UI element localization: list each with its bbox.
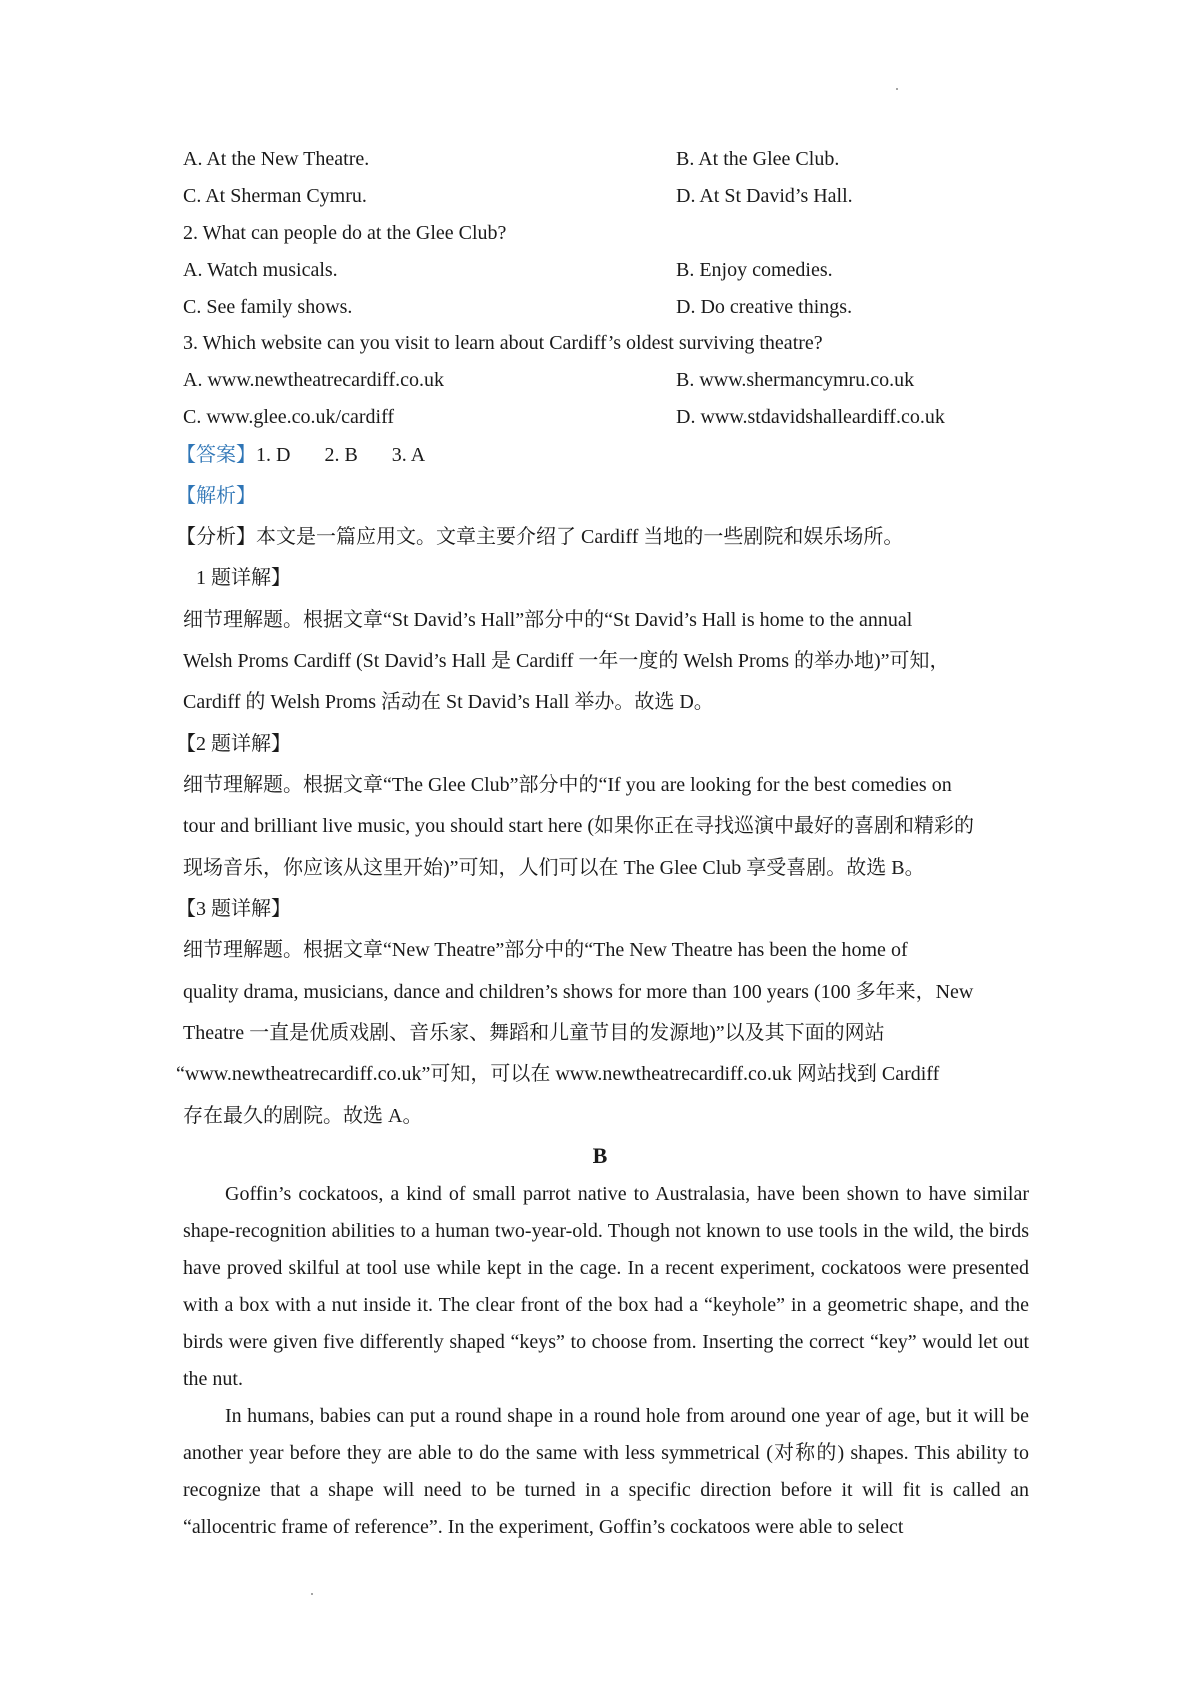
detail-3-line: quality drama, musicians, dance and children’s shows for more than 100 years (100 多年来，New bbox=[183, 981, 974, 1003]
q2-stem: 2. What can people do at the Glee Club? bbox=[183, 222, 507, 244]
detail-1-line: 细节理解题。根据文章“St David’s Hall”部分中的“St David’s Hall is home to the annual bbox=[183, 609, 913, 631]
q2-option-a: A. Watch musicals. bbox=[183, 259, 338, 281]
scan-speck bbox=[311, 1593, 313, 1595]
passage-paragraph: Goffin’s cockatoos, a kind of small parrot native to Australasia, have been shown to have similar shape-recognition abilities to a human two-year-old. Though not known to use tools in the wild, the birds have proved skilful at tool use while kept in the cage. In a recent experiment, cockatoos were presented with a box with a nut inside it. The clear front of the box had a “keyhole” in a geometric shape, and the birds were given five differently shaped “keys” to choose from. Inserting the correct “key” would let out the nut. bbox=[183, 1183, 1029, 1390]
q1-option-a: A. At the New Theatre. bbox=[183, 148, 370, 170]
passage-paragraph: In humans, babies can put a round shape in a round hole from around one year of age, but it will be another year before they are able to do the same with less symmetrical (对称的) shapes. This ability to recognize that a shape will need to be turned in a specific direction before it will fit is called an “allocentric frame of reference”. In the experiment, Goffin’s cockatoos were able to select bbox=[183, 1405, 1029, 1538]
detail-1-title: 1 题详解】 bbox=[196, 567, 291, 589]
answer-item: 2. B bbox=[324, 444, 358, 466]
q2-option-d: D. Do creative things. bbox=[676, 296, 853, 318]
q3-option-c: C. www.glee.co.uk/cardiff bbox=[183, 406, 395, 428]
scan-speck bbox=[896, 88, 898, 90]
q2-option-b: B. Enjoy comedies. bbox=[676, 259, 833, 281]
detail-3-line: Theatre 一直是优质戏剧、音乐家、舞蹈和儿童节目的发源地)”以及其下面的网站 bbox=[183, 1022, 885, 1044]
answer-label: 【答案】 bbox=[176, 444, 256, 466]
passage-heading: B bbox=[592, 1143, 608, 1168]
q2-option-c: C. See family shows. bbox=[183, 296, 353, 318]
analysis-summary: 【分析】本文是一篇应用文。文章主要介绍了 Cardiff 当地的一些剧院和娱乐场所。 bbox=[176, 526, 904, 548]
q1-option-d: D. At St David’s Hall. bbox=[676, 185, 853, 207]
detail-3-line: 存在最久的剧院。故选 A。 bbox=[183, 1105, 423, 1127]
detail-3-title: 【3 题详解】 bbox=[176, 898, 291, 920]
answer-line bbox=[176, 442, 425, 468]
q3-stem: 3. Which website can you visit to learn about Cardiff’s oldest surviving theatre? bbox=[183, 332, 823, 354]
q3-option-a: A. www.newtheatrecardiff.co.uk bbox=[183, 369, 445, 391]
analysis-label: 【解析】 bbox=[176, 485, 256, 507]
q3-option-d: D. www.stdavidshalleardiff.co.uk bbox=[676, 406, 945, 428]
answer-item: 3. A bbox=[391, 444, 426, 466]
detail-1-line: Cardiff 的 Welsh Proms 活动在 St David’s Hall 举办。故选 D。 bbox=[183, 691, 714, 713]
detail-2-title: 【2 题详解】 bbox=[176, 733, 291, 755]
detail-2-line: 细节理解题。根据文章“The Glee Club”部分中的“If you are looking for the best comedies on bbox=[183, 774, 952, 796]
detail-3-line: “www.newtheatrecardiff.co.uk”可知，可以在 www.newtheatrecardiff.co.uk 网站找到 Cardiff bbox=[176, 1063, 940, 1085]
detail-2-line: tour and brilliant live music, you should start here (如果你正在寻找巡演中最好的喜剧和精彩的 bbox=[183, 815, 975, 837]
answer-item: 1. D bbox=[256, 444, 291, 466]
q1-option-b: B. At the Glee Club. bbox=[676, 148, 840, 170]
detail-2-line: 现场音乐，你应该从这里开始)”可知，人们可以在 The Glee Club 享受喜剧。故选 B。 bbox=[183, 857, 925, 879]
q1-option-c: C. At Sherman Cymru. bbox=[183, 185, 367, 207]
detail-1-line: Welsh Proms Cardiff (St David’s Hall 是 Cardiff 一年一度的 Welsh Proms 的举办地)”可知， bbox=[183, 650, 950, 672]
q3-option-b: B. www.shermancymru.co.uk bbox=[676, 369, 915, 391]
detail-3-line: 细节理解题。根据文章“New Theatre”部分中的“The New Theatre has been the home of bbox=[183, 939, 908, 961]
